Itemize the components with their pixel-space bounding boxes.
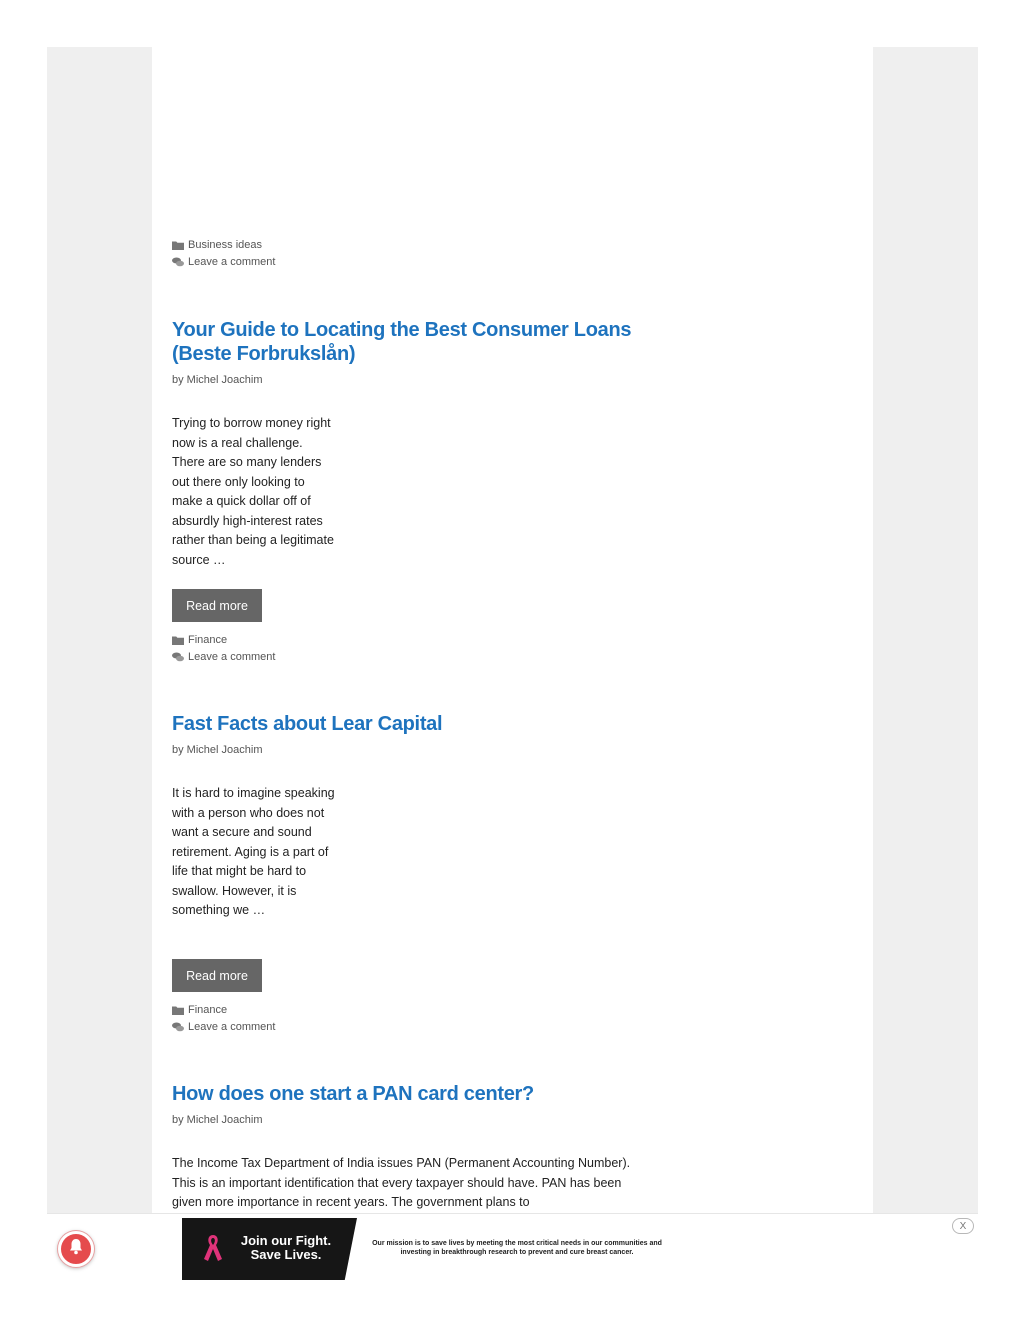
post-byline[interactable]: by Michel Joachim <box>172 374 263 386</box>
category-link[interactable]: Business ideas <box>188 239 262 251</box>
post-category <box>172 239 262 251</box>
post-category <box>172 1004 227 1016</box>
leave-comment-link[interactable]: Leave a comment <box>188 1021 276 1033</box>
leave-comment-link[interactable]: Leave a comment <box>188 256 276 268</box>
folder-icon <box>172 1005 184 1015</box>
read-more-button[interactable]: Read more <box>172 589 262 622</box>
ad-mission-text: Our mission is to save lives by meeting the most critical needs in our communities and investing in breakthrough research to prevent and cure breast cancer. <box>372 1240 662 1256</box>
ad-close-button[interactable]: X <box>952 1218 974 1234</box>
folder-icon <box>172 635 184 645</box>
post-title[interactable]: How does one start a PAN card center? <box>172 1083 534 1105</box>
post-byline[interactable]: by Michel Joachim <box>172 744 263 756</box>
comments-icon <box>172 1022 184 1032</box>
page-viewport <box>47 47 978 1275</box>
post-title[interactable]: Fast Facts about Lear Capital <box>172 713 443 735</box>
bell-icon <box>68 1238 84 1260</box>
post-excerpt: The Income Tax Department of India issues PAN (Permanent Accounting Number). This is an important identification that every taxpayer should have. PAN has been given more importance in recent years. The government plans to <box>172 1156 631 1209</box>
ad-bar <box>47 1213 978 1275</box>
post-excerpt: It is hard to imagine speaking with a person who does not want a secure and sound retirement. Aging is a part of life that might be hard to swallow. However, it is something we … <box>172 786 335 917</box>
read-more-button[interactable]: Read more <box>172 959 262 992</box>
post-title[interactable]: Your Guide to Locating the Best Consumer Loans (Beste Forbrukslån) <box>172 319 632 365</box>
ad-headline: Join our Fight. Save Lives. <box>240 1233 332 1262</box>
pink-ribbon-icon <box>202 1233 224 1268</box>
comments-icon <box>172 652 184 662</box>
notification-bell-button[interactable] <box>58 1231 94 1267</box>
comments-icon <box>172 257 184 267</box>
ad-banner[interactable] <box>182 1218 680 1280</box>
main-content <box>152 47 873 1275</box>
post-comments <box>172 651 275 663</box>
category-link[interactable]: Finance <box>188 634 228 646</box>
folder-icon <box>172 240 184 250</box>
post-excerpt: Trying to borrow money right now is a real challenge. There are so many lenders out there only looking to make a quick dollar off of absurdly high-interest rates rather than being a legitimate source … <box>172 416 334 567</box>
post-comments <box>172 256 275 268</box>
leave-comment-link[interactable]: Leave a comment <box>188 651 276 663</box>
category-link[interactable]: Finance <box>188 1004 228 1016</box>
post-byline[interactable]: by Michel Joachim <box>172 1114 263 1126</box>
post-comments <box>172 1021 275 1033</box>
post-category <box>172 634 227 646</box>
